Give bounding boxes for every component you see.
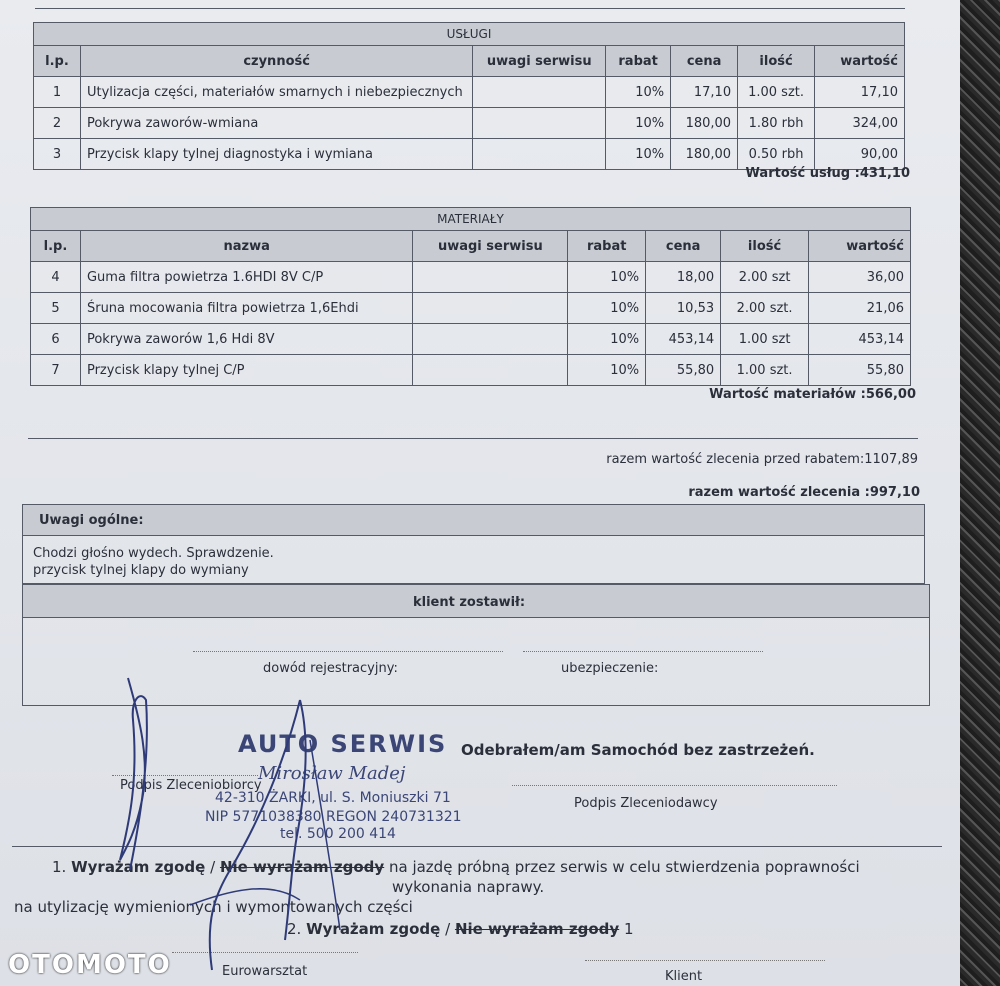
receipt-statement: Odebrałem/am Samochód bez zastrzeżeń. — [461, 741, 815, 759]
materials-cell: 10,53 — [646, 293, 721, 324]
services-cell: Pokrywa zaworów-wmiana — [80, 108, 472, 139]
consent-2-number: 2. — [287, 920, 302, 938]
materials-cell: Przycisk klapy tylnej C/P — [80, 355, 412, 386]
total-final: razem wartość zlecenia :997,10 — [688, 485, 920, 500]
total-before-discount: razem wartość zlecenia przed rabatem:1107,89 — [606, 452, 918, 467]
services-cell: 1.80 rbh — [738, 108, 815, 139]
consent-2-text: na utylizację wymienionych i wymontowanych części — [14, 898, 413, 916]
materials-cell: 4 — [31, 262, 81, 293]
stamp-address: 42-310 ŻARKI, ul. S. Moniuszki 71 — [215, 790, 451, 806]
services-cell: Przycisk klapy tylnej diagnostyka i wymiana — [80, 139, 472, 170]
materials-cell: Guma filtra powietrza 1.6HDI 8V C/P — [80, 262, 412, 293]
materials-cell: 453,14 — [646, 324, 721, 355]
consent-2-agree: Wyrażam zgodę — [306, 920, 441, 938]
materials-header-0: l.p. — [31, 231, 81, 262]
services-cell: 0.50 rbh — [738, 139, 815, 170]
insurance-label: ubezpieczenie: — [561, 661, 659, 676]
client-signature-label: Podpis Zleceniodawcy — [574, 796, 718, 811]
client-left-title: klient zostawił: — [413, 595, 526, 610]
otomoto-watermark-logo: OTOMOTO — [8, 950, 172, 980]
materials-cell: 18,00 — [646, 262, 721, 293]
materials-header-6: wartość — [809, 231, 911, 262]
client-consent-label: Klient — [665, 969, 703, 984]
services-cell: Utylizacja części, materiałów smarnych i niebezpiecznych — [80, 77, 472, 108]
consent-1-disagree: Nie wyrażam zgody — [219, 858, 385, 876]
materials-header-1: nazwa — [80, 231, 412, 262]
services-cell: 90,00 — [815, 139, 905, 170]
materials-cell: 55,80 — [646, 355, 721, 386]
services-header-3: rabat — [606, 46, 671, 77]
services-header-6: wartość — [815, 46, 905, 77]
materials-header-4: cena — [646, 231, 721, 262]
materials-cell: 6 — [31, 324, 81, 355]
materials-cell: 1.00 szt. — [721, 355, 809, 386]
materials-caption: MATERIAŁY — [31, 208, 911, 231]
workshop-signature-label: Eurowarsztat — [222, 964, 308, 979]
materials-cell: 1.00 szt — [721, 324, 809, 355]
services-cell: 10% — [606, 77, 671, 108]
services-cell: 324,00 — [815, 108, 905, 139]
consent-2-slash: / — [445, 920, 451, 938]
contractor-signature-label: Podpis Zleceniobiorcy — [120, 778, 262, 793]
materials-cell: 10% — [568, 262, 646, 293]
services-cell: 17,10 — [815, 77, 905, 108]
stamp-ids: NIP 5771038380 REGON 240731321 — [205, 809, 462, 825]
materials-header-5: ilość — [721, 231, 809, 262]
stamp-owner: Mirosław Madej — [258, 763, 406, 784]
services-cell: 10% — [606, 139, 671, 170]
services-cell: 1.00 szt. — [738, 77, 815, 108]
materials-cell: 2.00 szt. — [721, 293, 809, 324]
services-cell: 180,00 — [671, 139, 738, 170]
services-header-1: czynność — [80, 46, 472, 77]
materials-total: Wartość materiałów :566,00 — [709, 387, 916, 402]
materials-cell: 55,80 — [809, 355, 911, 386]
materials-cell: 10% — [568, 293, 646, 324]
materials-cell: 10% — [568, 355, 646, 386]
materials-cell: 5 — [31, 293, 81, 324]
materials-cell: 453,14 — [809, 324, 911, 355]
consent-1-text-b: wykonania naprawy. — [392, 878, 545, 896]
services-cell: 3 — [34, 139, 81, 170]
consent-2-disagree: Nie wyrażam zgody — [454, 920, 620, 938]
materials-cell: 7 — [31, 355, 81, 386]
services-header-5: ilość — [738, 46, 815, 77]
materials-header-3: rabat — [568, 231, 646, 262]
remarks-line-1: Chodzi głośno wydech. Sprawdzenie. — [33, 546, 274, 561]
materials-cell: 36,00 — [809, 262, 911, 293]
materials-cell: 21,06 — [809, 293, 911, 324]
consent-1-number: 1. — [52, 858, 67, 876]
services-cell: 1 — [34, 77, 81, 108]
materials-cell: 2.00 szt — [721, 262, 809, 293]
materials-cell: Pokrywa zaworów 1,6 Hdi 8V — [80, 324, 412, 355]
services-caption: USŁUGI — [34, 23, 905, 46]
services-header-0: l.p. — [34, 46, 81, 77]
remarks-title: Uwagi ogólne: — [39, 513, 144, 528]
services-total: Wartość usług :431,10 — [745, 166, 910, 181]
services-cell: 2 — [34, 108, 81, 139]
materials-cell: 10% — [568, 324, 646, 355]
registration-label: dowód rejestracyjny: — [263, 661, 398, 676]
services-header-4: cena — [671, 46, 738, 77]
services-header-2: uwagi serwisu — [473, 46, 606, 77]
materials-header-2: uwagi serwisu — [413, 231, 568, 262]
consent-1-text: na jazdę próbną przez serwis w celu stwierdzenia poprawności — [388, 858, 860, 876]
consent-1-agree: Wyrażam zgodę — [71, 858, 206, 876]
stamp-name: AUTO SERWIS — [238, 730, 448, 758]
remarks-line-2: przycisk tylnej klapy do wymiany — [33, 563, 249, 578]
stamp-phone: tel. 500 200 414 — [280, 826, 396, 842]
services-cell: 180,00 — [671, 108, 738, 139]
materials-cell: Śruna mocowania filtra powietrza 1,6Ehdi — [80, 293, 412, 324]
consent-2-end: 1 — [623, 920, 634, 938]
services-cell: 17,10 — [671, 77, 738, 108]
services-cell: 10% — [606, 108, 671, 139]
consent-1-slash: / — [210, 858, 216, 876]
